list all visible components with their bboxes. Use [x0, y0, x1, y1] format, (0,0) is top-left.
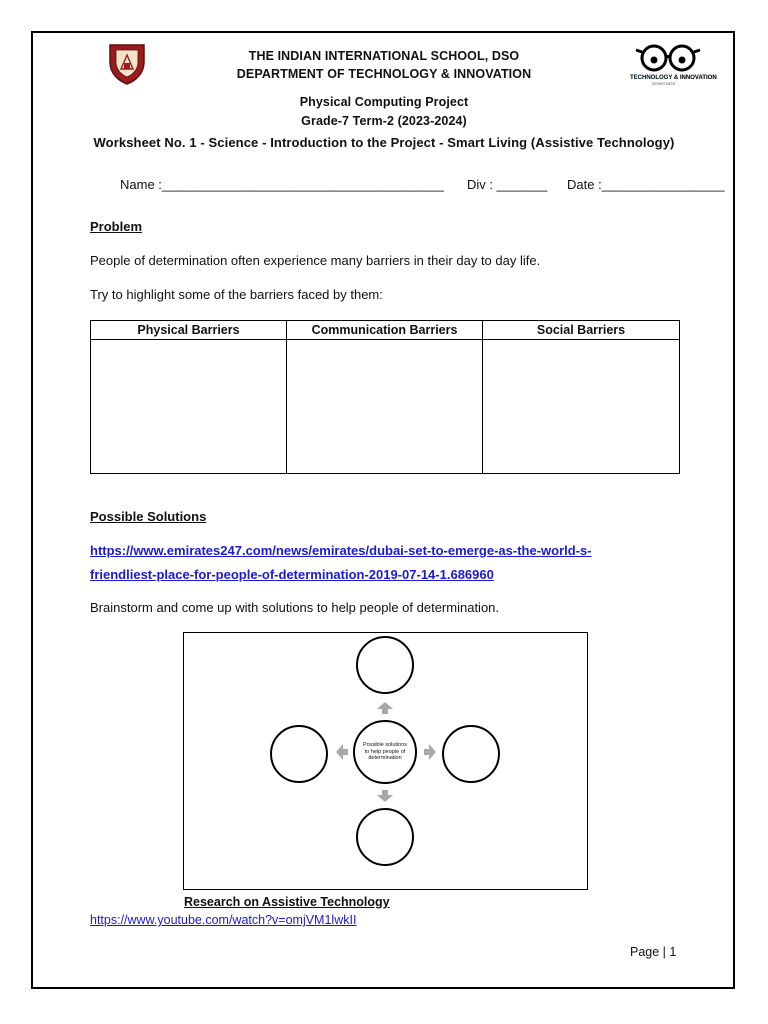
emirates247-link-line-1[interactable]: https://www.emirates247.com/news/emirates/dubai-set-to-emerge-as-the-world-s-: [90, 543, 592, 558]
name-field-row: [120, 177, 444, 192]
date-blank[interactable]: _________________: [601, 177, 725, 192]
project-title: Physical Computing Project: [299, 95, 469, 109]
column-header-social: Social Barriers: [483, 321, 680, 340]
problem-heading: Problem: [90, 219, 143, 234]
page-number: Page | 1: [630, 945, 677, 959]
grade-term: Grade-7 Term-2 (2023-2024): [301, 114, 467, 128]
department-name: DEPARTMENT OF TECHNOLOGY & INNOVATION: [236, 67, 532, 81]
solution-circle-bottom[interactable]: [356, 808, 414, 866]
solution-circle-left[interactable]: [270, 725, 328, 783]
brainstorm-diagram: [183, 632, 588, 890]
column-header-physical: Physical Barriers: [91, 321, 287, 340]
brainstorm-text: Brainstorm and come up with solutions to help people of determination.: [90, 600, 500, 615]
emirates247-link-line-2[interactable]: friendliest-place-for-people-of-determination-2019-07-14-1.686960: [90, 567, 494, 582]
div-label: Div :: [467, 177, 493, 192]
solutions-heading: Possible Solutions: [90, 509, 207, 524]
date-label: Date :: [567, 177, 602, 192]
arrow-right-icon: [424, 744, 436, 760]
arrow-left-icon: [336, 744, 348, 760]
school-name: THE INDIAN INTERNATIONAL SCHOOL, DSO: [248, 49, 520, 63]
logo-right-subtext: DEPARTMENT: [652, 82, 676, 86]
table-header-row: [91, 321, 680, 340]
solution-circle-top[interactable]: [356, 636, 414, 694]
youtube-link[interactable]: https://www.youtube.com/watch?v=omjVM1lwkII: [90, 913, 357, 927]
problem-text-1: People of determination often experience many barriers in their day to day life.: [90, 253, 541, 268]
barriers-table: [90, 320, 680, 474]
div-field-row: [467, 177, 547, 192]
arrow-up-icon: [377, 702, 393, 714]
problem-text-2: Try to highlight some of the barriers faced by them:: [90, 287, 383, 302]
social-barriers-cell[interactable]: [483, 340, 680, 474]
name-blank[interactable]: _______________________________________: [161, 177, 444, 192]
communication-barriers-cell[interactable]: [287, 340, 483, 474]
worksheet-title: Worksheet No. 1 - Science - Introduction to the Project - Smart Living (Assistive Technology): [93, 135, 675, 150]
date-field-row: [567, 177, 725, 192]
name-label: Name :: [120, 177, 162, 192]
research-heading: Research on Assistive Technology: [184, 895, 390, 909]
arrow-down-icon: [377, 790, 393, 802]
physical-barriers-cell[interactable]: [91, 340, 287, 474]
center-topic-text: Possible solutions to help people of determination: [362, 742, 408, 762]
logo-right-text: TECHNOLOGY & INNOVATION: [630, 75, 717, 81]
center-topic-circle: [353, 720, 417, 784]
div-blank[interactable]: _______: [496, 177, 548, 192]
table-row: [91, 340, 680, 474]
column-header-communication: Communication Barriers: [287, 321, 483, 340]
solution-circle-right[interactable]: [442, 725, 500, 783]
